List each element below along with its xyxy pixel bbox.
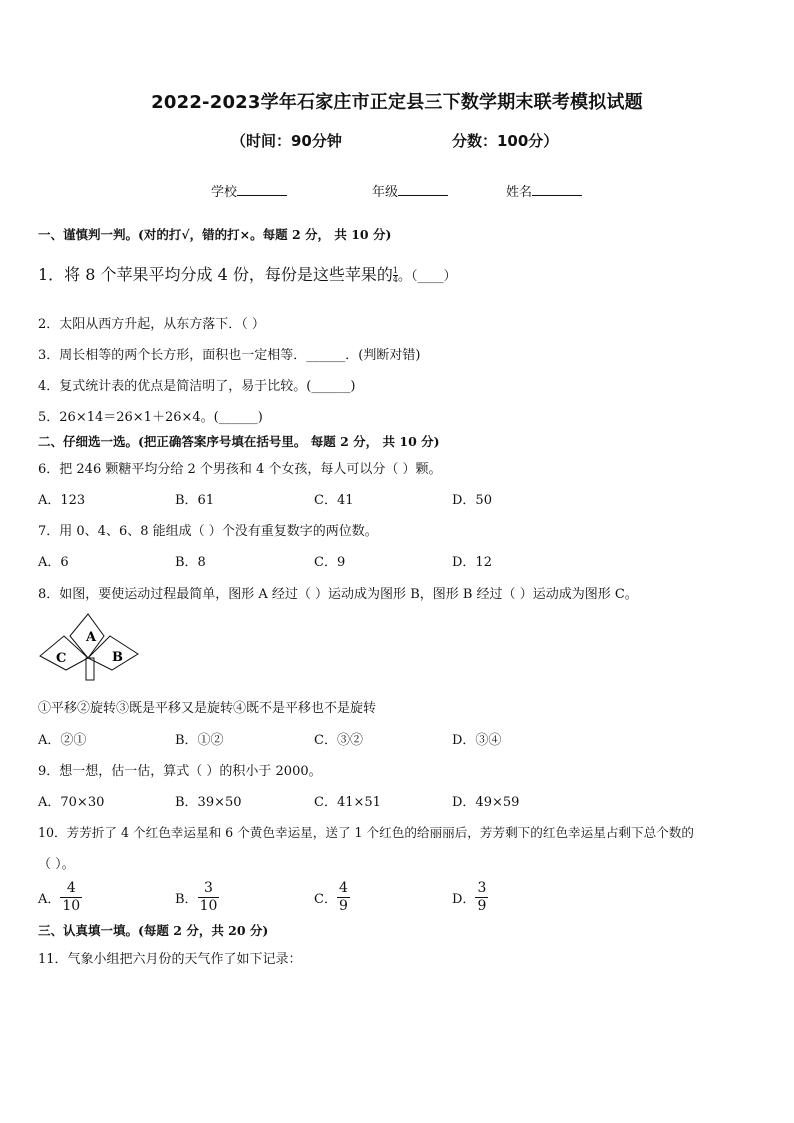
name-field[interactable] (506, 181, 582, 200)
school-blank[interactable] (237, 183, 287, 196)
fraction-b: $\frac{3}{10}$ (199, 880, 218, 914)
school-field[interactable] (211, 181, 287, 200)
question-9-option-c[interactable]: C．41×51 (314, 795, 381, 810)
question-8-option-c[interactable]: C．③② (314, 733, 363, 748)
label-c: C (56, 651, 67, 666)
question-10-option-c[interactable]: C． $\frac{4}{9}$ (314, 880, 348, 914)
question-1 (38, 262, 457, 285)
name-label: 姓名 (506, 185, 533, 200)
question-9-option-d[interactable]: D．49×59 (452, 795, 520, 810)
rotation-figure (38, 610, 142, 684)
question-3: 3．周长相等的两个长方形，面积也一定相等．______．(判断对错) (38, 348, 421, 363)
page-title: 2022-2023学年石家庄市正定县三下数学期末联考模拟试题 (151, 92, 643, 113)
section3-heading: 三、认真填一填。(每题 2 分，共 20 分) (38, 923, 269, 938)
question-8-choices: ①平移②旋转③既是平移又是旋转④既不是平移也不是旋转 (38, 701, 377, 716)
section1-heading: 一、谨慎判一判。(对的打√，错的打×。每题 2 分， 共 10 分) (38, 227, 392, 242)
question-9-option-a[interactable]: A．70×30 (38, 795, 105, 810)
question-4: 4．复式统计表的优点是简洁明了，易于比较。(______) (38, 379, 356, 394)
name-blank[interactable] (532, 183, 582, 196)
section2-heading: 二、仔细选一选。(把正确答案序号填在括号里。 每题 2 分， 共 10 分) (38, 434, 440, 449)
question-7-option-b[interactable]: B．8 (175, 555, 206, 570)
grade-field[interactable] (372, 181, 448, 200)
question-8-option-b[interactable]: B．①② (175, 733, 224, 748)
question-8-option-a[interactable]: A．②① (38, 733, 87, 748)
label-b: B (112, 650, 123, 665)
label-a: A (86, 630, 97, 645)
question-9: 9．想一想，估一估，算式（ ）的积小于 2000。 (38, 764, 322, 779)
question-1-fraction: $\frac{1}{4}$ (392, 266, 398, 284)
question-8: 8．如图，要使运动过程最简单，图形 A 经过（ ）运动成为图形 B，图形 B 经过（ ）运动成为图形 C。 (38, 587, 638, 602)
question-5: 5．26×14＝26×1＋26×4。(______) (38, 410, 263, 425)
fraction-d: $\frac{3}{9}$ (477, 880, 487, 914)
question-7-option-d[interactable]: D．12 (452, 555, 492, 570)
question-6-option-b[interactable]: B．61 (175, 493, 215, 508)
school-label: 学校 (211, 185, 238, 200)
question-6-option-d[interactable]: D．50 (452, 493, 492, 508)
question-8-option-d[interactable]: D．③④ (452, 733, 502, 748)
question-2: 2．太阳从西方升起，从东方落下．（ ） (38, 317, 265, 332)
question-10-option-b[interactable]: B． $\frac{3}{10}$ (175, 880, 218, 914)
grade-label: 年级 (372, 185, 399, 200)
question-6-option-c[interactable]: C．41 (314, 493, 354, 508)
question-10-option-a[interactable]: A． $\frac{4}{10}$ (38, 880, 81, 914)
time-limit: （时间：90分钟 (231, 132, 342, 150)
question-10-blank: （ ）。 (38, 857, 75, 872)
grade-blank[interactable] (398, 183, 448, 196)
question-1-text: 1．将 8 个苹果平均分成 4 份，每份是这些苹果的 (38, 265, 393, 284)
question-6: 6．把 246 颗糖平均分给 2 个男孩和 4 个女孩，每人可以分（ ）颗。 (38, 462, 442, 477)
question-11: 11．气象小组把六月份的天气作了如下记录： (38, 952, 302, 967)
question-1-answer: 。（____） (397, 269, 457, 284)
total-score: 分数：100分） (452, 132, 559, 150)
pivot-stem (86, 658, 94, 680)
question-10-option-d[interactable]: D． $\frac{3}{9}$ (452, 880, 487, 914)
question-10: 10．芳芳折了 4 个红色幸运星和 6 个黄色幸运星，送了 1 个红色的给丽丽后，芳芳剩下的红色幸运星占剩下总个数的 (38, 825, 694, 840)
question-7: 7．用 0、4、6、8 能组成（ ）个没有重复数字的两位数。 (38, 524, 378, 539)
question-7-option-c[interactable]: C．9 (314, 555, 346, 570)
question-7-option-a[interactable]: A．6 (38, 555, 69, 570)
fraction-a: $\frac{4}{10}$ (62, 880, 81, 914)
question-9-option-b[interactable]: B．39×50 (175, 795, 242, 810)
question-6-option-a[interactable]: A．123 (38, 493, 86, 508)
fraction-c: $\frac{4}{9}$ (338, 880, 348, 914)
